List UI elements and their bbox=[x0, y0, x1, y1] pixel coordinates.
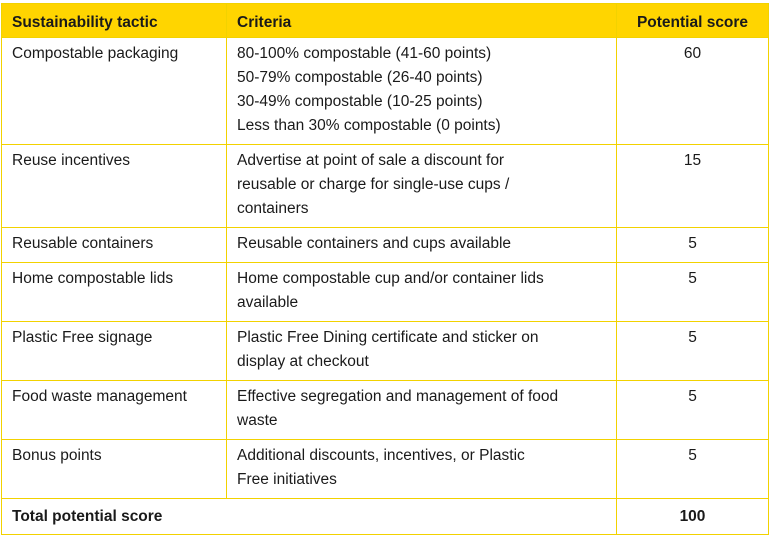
table-row bbox=[2, 440, 769, 499]
table-row bbox=[2, 228, 769, 263]
table-row bbox=[2, 38, 769, 145]
sustainability-scoring-table bbox=[1, 3, 769, 535]
score-cell: 5 bbox=[617, 263, 769, 322]
tactic-cell: Home compostable lids bbox=[2, 263, 227, 322]
tactic-cell: Bonus points bbox=[2, 440, 227, 499]
tactic-cell: Food waste management bbox=[2, 381, 227, 440]
table-row bbox=[2, 322, 769, 381]
criteria-cell bbox=[227, 322, 617, 381]
criteria-cell bbox=[227, 381, 617, 440]
tactic-cell: Compostable packaging bbox=[2, 38, 227, 145]
criteria-line: Plastic Free Dining certificate and sticker on bbox=[237, 329, 539, 346]
criteria-line: Reusable containers and cups available bbox=[237, 235, 512, 252]
score-cell: 5 bbox=[617, 440, 769, 499]
score-cell: 5 bbox=[617, 228, 769, 263]
criteria-line: 50-79% compostable (26-40 points) bbox=[237, 69, 483, 86]
total-label: Total potential score bbox=[2, 499, 617, 535]
criteria-line: display at checkout bbox=[237, 353, 369, 370]
criteria-cell bbox=[227, 38, 617, 145]
tactic-cell: Reusable containers bbox=[2, 228, 227, 263]
criteria-line: Advertise at point of sale a discount for bbox=[237, 152, 505, 169]
criteria-line: 30-49% compostable (10-25 points) bbox=[237, 93, 483, 110]
table-row bbox=[2, 145, 769, 228]
table-footer bbox=[2, 499, 769, 535]
total-row bbox=[2, 499, 769, 535]
criteria-line: Home compostable cup and/or container lids bbox=[237, 270, 544, 287]
header-criteria: Criteria bbox=[227, 4, 617, 38]
criteria-line: 80-100% compostable (41-60 points) bbox=[237, 45, 492, 62]
tactic-cell: Reuse incentives bbox=[2, 145, 227, 228]
criteria-line: Effective segregation and management of food bbox=[237, 388, 559, 405]
criteria-line: waste bbox=[237, 412, 278, 429]
criteria-cell bbox=[227, 145, 617, 228]
scoring-table-container bbox=[1, 3, 769, 535]
criteria-line: Additional discounts, incentives, or Plastic bbox=[237, 447, 525, 464]
table-body bbox=[2, 38, 769, 499]
header-row bbox=[2, 4, 769, 38]
criteria-line: available bbox=[237, 294, 299, 311]
criteria-line: reusable or charge for single-use cups / bbox=[237, 176, 510, 193]
criteria-line: Less than 30% compostable (0 points) bbox=[237, 117, 501, 134]
total-score: 100 bbox=[617, 499, 769, 535]
criteria-cell bbox=[227, 263, 617, 322]
header-score: Potential score bbox=[617, 4, 769, 38]
table-header bbox=[2, 4, 769, 38]
tactic-cell: Plastic Free signage bbox=[2, 322, 227, 381]
score-cell: 60 bbox=[617, 38, 769, 145]
table-row bbox=[2, 381, 769, 440]
score-cell: 15 bbox=[617, 145, 769, 228]
table-row bbox=[2, 263, 769, 322]
criteria-cell bbox=[227, 440, 617, 499]
criteria-cell bbox=[227, 228, 617, 263]
criteria-line: containers bbox=[237, 200, 309, 217]
score-cell: 5 bbox=[617, 381, 769, 440]
criteria-line: Free initiatives bbox=[237, 471, 337, 488]
score-cell: 5 bbox=[617, 322, 769, 381]
header-tactic: Sustainability tactic bbox=[2, 4, 227, 38]
